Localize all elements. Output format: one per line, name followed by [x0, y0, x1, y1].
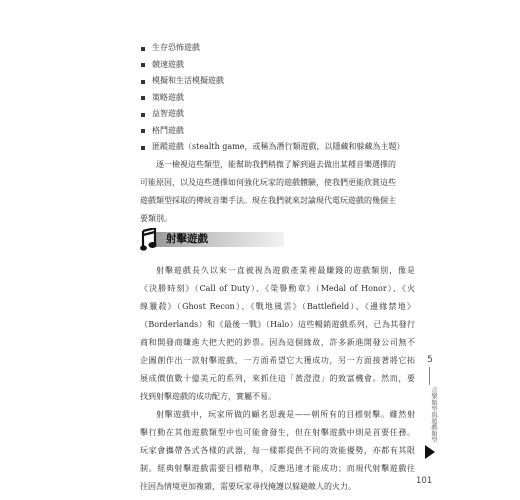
text-line: 射擊遊戲中，玩家所做的顧名思義是——朝所有的目標射擊。雖然射	[156, 410, 415, 419]
bullet-icon	[141, 146, 145, 150]
section-heading	[140, 228, 415, 252]
divider	[429, 367, 430, 385]
triangle-marker-icon	[425, 445, 435, 459]
shooter-paragraph-1	[140, 262, 415, 406]
text-line: 玩家會攜帶各式各樣的武器，每一樣都提供不同的效能優勢，亦都有其限	[140, 446, 415, 455]
bullet-icon	[141, 47, 145, 51]
text-line: 要類別。	[140, 214, 172, 223]
chapter-number: 5	[427, 355, 433, 365]
bullet-icon	[141, 96, 145, 100]
text-line: 《決勝時刻》（Call of Duty）、《榮譽勳章》（Medal of Honor）、《火	[140, 284, 415, 293]
text-line: 線獵殺》（Ghost Recon）、《戰地風雲》（Battlefield）、《邊緣禁地》	[140, 302, 415, 311]
bullet-icon	[141, 129, 145, 133]
text-line: 找到射擊遊戲的成功配方，實屬不易。	[140, 392, 276, 401]
text-line: 商和開發商賺進大把大把的鈔票。因為這個緣故，許多新進開發公司無不	[140, 338, 415, 347]
text-line: 可能原因，以及這些選擇如何強化玩家的遊戲體驗，使我們更能欣賞這些	[140, 178, 396, 187]
text-line: 逐一檢視這些類型，能幫助我們稍微了解到過去做出某種音樂選擇的	[156, 160, 396, 169]
intro-paragraph	[140, 156, 415, 228]
text-line: 企圖創作出一款射擊遊戲，一方面希望它大獲成功，另一方面接著將它拓	[140, 356, 415, 365]
bullet-icon	[141, 80, 145, 84]
list-item: 模擬和生活模擬遊戲	[140, 73, 440, 90]
shooter-paragraph-2	[140, 406, 415, 496]
list-item: 生存恐怖遊戲	[140, 40, 440, 57]
page-number: 101	[416, 476, 433, 486]
genre-bullet-list	[140, 40, 440, 156]
chapter-side-tab	[423, 355, 437, 465]
bullet-icon	[141, 113, 145, 117]
section-title: 射擊遊戲	[166, 233, 208, 245]
list-item: 益智遊戲	[140, 106, 440, 123]
text-line: 遊戲類型採取的傳統音樂手法。現在我們就來討論現代電玩遊戲的幾個主	[140, 196, 396, 205]
list-item: 格鬥遊戲	[140, 123, 440, 140]
list-item: 策略遊戲	[140, 90, 440, 107]
list-item: 競速遊戲	[140, 57, 440, 74]
text-line: （Borderlands）和《最後一戰》（Halo）這些暢銷遊戲系列，已為其發行	[140, 320, 415, 329]
text-line: 展成價值數十億美元的系列，來抓住這「黃澄澄」的致富機會。然而，要	[140, 374, 415, 383]
text-line: 擊行動在其他遊戲類型中也可能會發生，但在射擊遊戲中則是首要任務。	[140, 428, 415, 437]
text-line: 制。經典射擊遊戲需要目標精準，反應迅速才能成功；而現代射擊遊戲往	[140, 464, 415, 473]
music-note-icon	[140, 228, 162, 252]
bullet-icon	[141, 63, 145, 67]
text-line: 射擊遊戲長久以來一直被視為遊戲產業裡最賺錢的遊戲類別，像是	[156, 266, 415, 275]
chapter-title: 音樂類型與遊戲類型	[430, 387, 437, 443]
list-item: 匿蹤遊戲（stealth game，或稱為潛行類遊戲，以隱藏和躲藏為主題）	[140, 139, 440, 156]
text-line: 往因為情境更加複雜，需要玩家尋找掩護以躲避敵人的火力。	[140, 482, 356, 491]
